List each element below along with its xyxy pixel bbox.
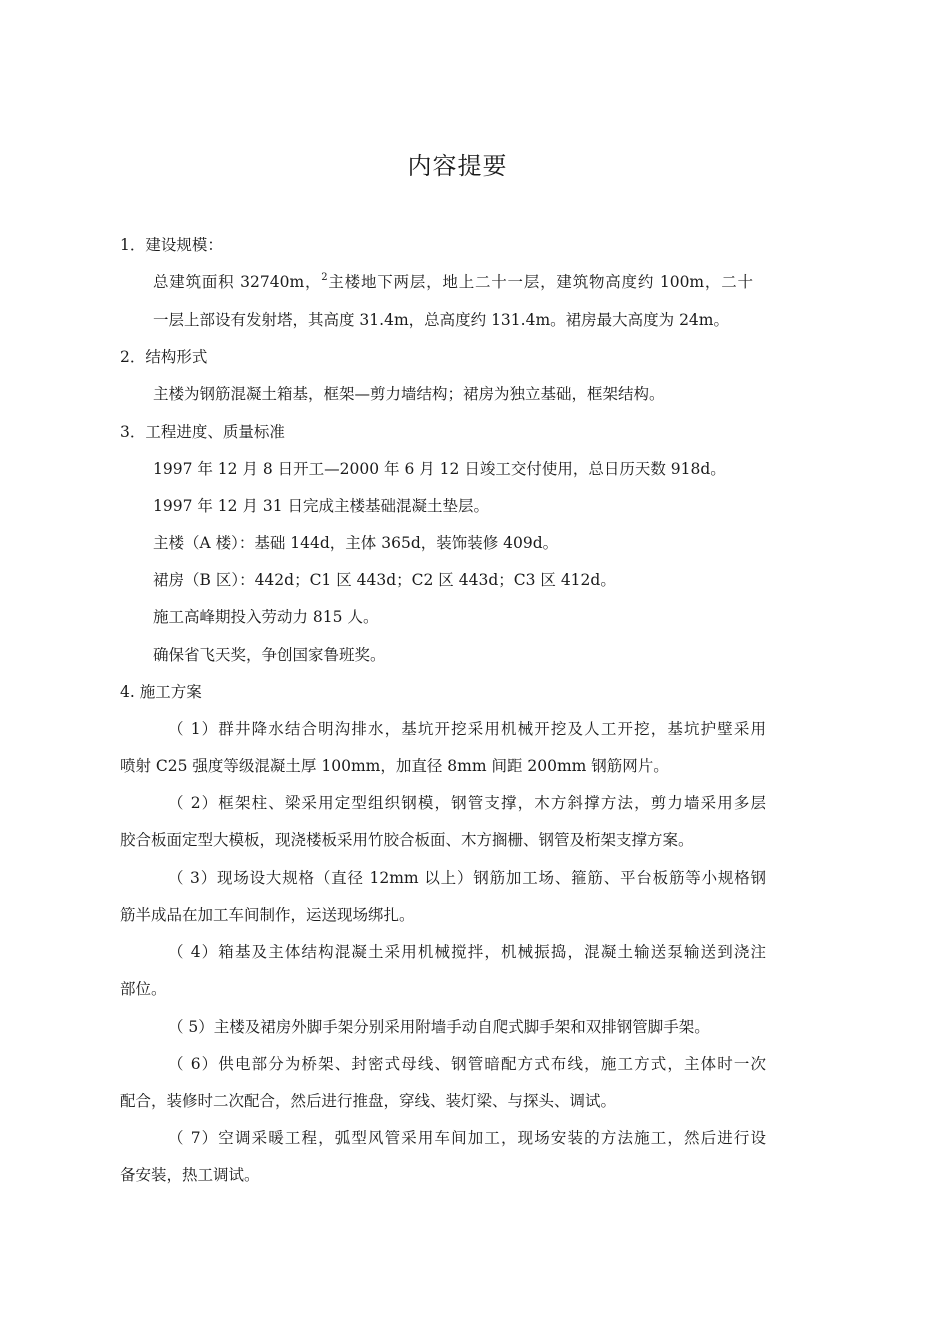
section-4-item-4-line-2: 部位。: [120, 980, 167, 998]
section-1-paragraph-line-1: [153, 271, 753, 296]
section-3-line: 主楼（A 楼）：基础 144d，主体 365d，装饰装修 409d。: [153, 534, 559, 552]
area-superscript: 2: [321, 272, 328, 283]
section-1-paragraph-line-2: 一层上部设有发射塔，其高度 31.4m，总高度约 131.4m。裙房最大高度为 24m。: [153, 311, 729, 329]
section-4-item-5-line-1: （ 5）主楼及裙房外脚手架分别采用附墙手动自爬式脚手架和双排钢管脚手架。: [168, 1018, 710, 1036]
area-text: 总建筑面积 32740m，: [153, 273, 322, 291]
section-3-heading: 3．工程进度、质量标准: [120, 423, 285, 441]
section-3-line: 裙房（B 区）：442d；C1 区 443d；C2 区 443d；C3 区 412d。: [153, 571, 616, 589]
section-4-item-7-line-1: （ 7）空调采暖工程，弧型风管采用车间加工，现场安装的方法施工，然后进行设: [168, 1129, 766, 1147]
section-4-item-2-line-2: 胶合板面定型大模板，现浇楼板采用竹胶合板面、木方搁栅、钢管及桁架支撑方案。: [120, 831, 694, 849]
section-4-item-4-line-1: （ 4）箱基及主体结构混凝土采用机械搅拌，机械振捣，混凝土输送泵输送到浇注: [168, 943, 766, 961]
section-3-line: 施工高峰期投入劳动力 815 人。: [153, 608, 379, 626]
section-4-item-2-line-1: （ 2）框架柱、梁采用定型组织钢模，钢管支撑，木方斜撑方法，剪力墙采用多层: [168, 794, 766, 812]
section-4-heading: 4. 施工方案: [120, 683, 202, 701]
section-1-heading: 1．建设规模：: [120, 236, 223, 254]
page-title: 内容提要: [407, 152, 508, 180]
section-4-item-1-line-2: 喷射 C25 强度等级混凝土厚 100mm，加直径 8mm 间距 200mm 钢筋网片。: [120, 757, 669, 775]
section-3-line: 确保省飞天奖，争创国家鲁班奖。: [153, 646, 386, 664]
section-4-item-7-line-2: 备安装，热工调试。: [120, 1166, 260, 1184]
section-3-line: 1997 年 12 月 31 日完成主楼基础混凝土垫层。: [153, 497, 490, 515]
section-4-item-1-line-1: （ 1）群井降水结合明沟排水，基坑开挖采用机械开挖及人工开挖，基坑护壁采用: [168, 720, 766, 738]
section-4-item-3-line-1: （ 3）现场设大规格（直径 12mm 以上）钢筋加工场、箍筋、平台板筋等小规格钢: [168, 869, 766, 887]
section-3-line: 1997 年 12 月 8 日开工—2000 年 6 月 12 日竣工交付使用，总日历天数 918d。: [153, 460, 726, 478]
section-2-heading: 2．结构形式: [120, 348, 208, 366]
section-4-item-6-line-2: 配合，装修时二次配合，然后进行推盘，穿线、装灯梁、与探头、调试。: [120, 1092, 617, 1110]
section-4-item-3-line-2: 筋半成品在加工车间制作，运送现场绑扎。: [120, 906, 415, 924]
section-4-item-6-line-1: （ 6）供电部分为桥架、封密式母线、钢管暗配方式布线，施工方式，主体时一次: [168, 1055, 766, 1073]
area-text-continued: 主楼地下两层，地上二十一层，建筑物高度约 100m，二十: [327, 273, 753, 291]
section-2-paragraph: 主楼为钢筋混凝土箱基，框架—剪力墙结构；裙房为独立基础，框架结构。: [153, 385, 665, 403]
